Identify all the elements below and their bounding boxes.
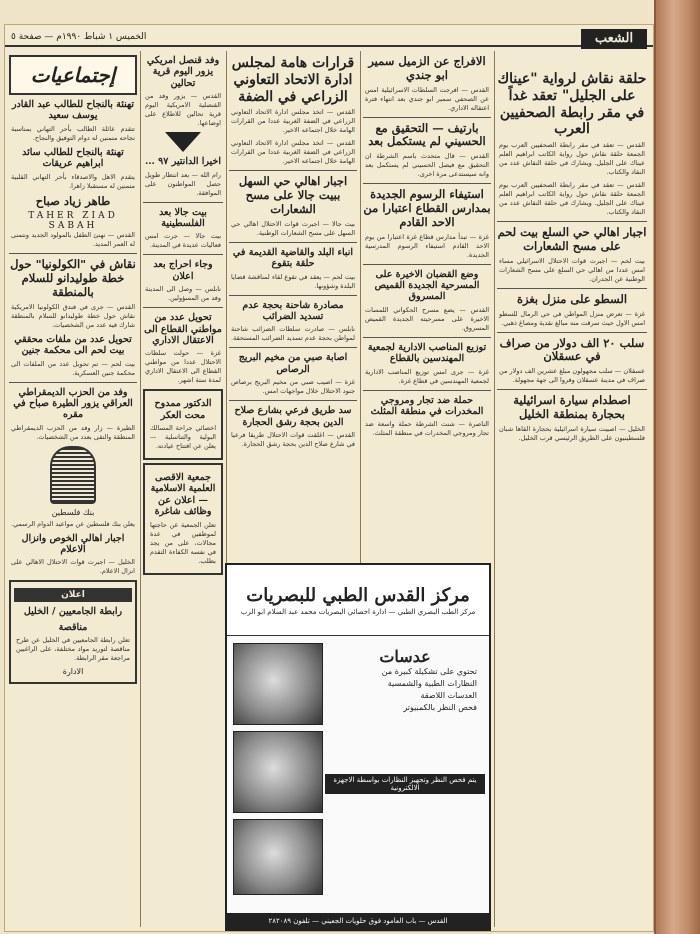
- ad-strip: يتم فحص النظر وتجهيز النظارات بواسطة الاجهزة الالكترونية: [325, 774, 485, 794]
- ad-line: العدسات اللاصقة: [420, 691, 477, 700]
- article-body: القدس — اتخذ مجلس ادارة الاتحاد التعاوني الزراعي في الضفة الغربية عددا من القرارات الهامة خلال اجتماعه الاخير.: [231, 108, 355, 135]
- headline: اصطدام سيارة اسرائيلية بحجارة بمنطقة الخليل: [513, 393, 631, 421]
- divider: [363, 390, 491, 391]
- ad-title: مركز القدس الطبي للبصريات: [246, 584, 470, 606]
- date-line: الخميس ١ شباط ١٩٩٠م — صفحة ٥: [11, 32, 147, 42]
- arrow-down-icon: [165, 132, 201, 152]
- divider: [229, 242, 357, 243]
- doctor-ad: [143, 389, 223, 460]
- article-body: القدس — اتخذ مجلس ادارة الاتحاد التعاوني الزراعي في الضفة الغربية عددا من القرارات الهامة خلال اجتماعه الاخير.: [231, 139, 355, 166]
- headline: سد طريق فرعي بشارع صلاح الدين بحجة رشق الحجارة: [234, 405, 352, 428]
- headline: وفد من الحزب الديمقراطي العراقي يزور الطيرة صباح في مقره: [13, 386, 133, 421]
- article-body: القدس — جرى في فندق الكولونيا الامريكية نقاش حول خطة طوليدانو للسلام بالمنطقة شارك فيه عدد من الشخصيات.: [11, 302, 135, 329]
- headline: اجبار اهالي حي السهل ببيت جالا على مسح الشعارات: [238, 174, 348, 216]
- headline: تهنئة بالنجاح للطالب عبد القادر يوسف سعيد: [11, 99, 135, 122]
- headline: مصادرة شاحنة بحجة عدم تسديد الضرائب: [242, 299, 344, 322]
- article-body: الخليل — اصيبت سيارة اسرائيلية بحجارة القاها شبان فلسطينيون على الطريق الرئيسي قرب الخليل.: [499, 424, 645, 442]
- divider: [9, 253, 137, 254]
- article-body: نابلس — صادرت سلطات الضرائب شاحنة لمواطن بحجة عدم تسديد الضرائب المستحقة.: [231, 325, 355, 343]
- article-body: يتقدم الاهل والاصدقاء بأحر التهاني القلبية متمنين له مستقبلا زاهرا.: [11, 172, 135, 190]
- newspaper-page: [4, 24, 654, 932]
- divider: [9, 382, 137, 383]
- headline: الافراج عن الزميل سمير ابو جندي: [368, 54, 486, 82]
- headline: تحويل عدد من مواطني القطاع الى الاعتقال الاداري: [144, 312, 222, 346]
- article-body: القدس — اغلقت قوات الاحتلال طريقا فرعيا في شارع صلاح الدين بحجة رشق الحجارة.: [231, 430, 355, 448]
- article-body: غزة — تعرض منزل المواطن في حي الرمال للسطو امس الاول حيث سرقت منه مبالغ نقدية ومصاغ ذهبي.: [499, 309, 645, 327]
- headline-cooperative: قرارات هامة لمجلس ادارة الاتحاد التعاوني الزراعي في الضفة: [231, 55, 355, 105]
- doctor-ad-text: اخصائي جراحة المسالك البولية والتناسلية — يعلن عن افتتاح عيادته.: [150, 424, 216, 451]
- article-body: الخليل — اجبرت قوات الاحتلال الاهالي على انزال الاعلام.: [11, 558, 135, 576]
- column-rule: [494, 51, 495, 927]
- column-4: [143, 51, 223, 927]
- article-body: تتقدم عائلة الطالب بأحر التهاني بمناسبة نجاحه متمنين له دوام التوفيق والنجاح.: [11, 124, 135, 142]
- notice-body: تعلن رابطة الجامعيين في الخليل عن طرح مناقصة لتوريد مواد مختلفة، على الراغبين مراجعة مقر الرابطة.: [16, 636, 130, 663]
- article-body: بيت جالا — اجبرت قوات الاحتلال اهالي حي السهل على مسح الشعارات الوطنية.: [231, 219, 355, 237]
- divider: [497, 332, 647, 333]
- notice-title: اعلان: [14, 588, 132, 602]
- article-body: الطيرة — زار وفد من الحزب الديمقراطي المنطقة والتقى بعدد من الشخصيات.: [11, 423, 135, 441]
- book-binding: [654, 0, 700, 934]
- headline: تهنئة بالنجاح للطالب سائد ابراهيم عريقات: [22, 146, 124, 170]
- eye-photo: [233, 643, 323, 725]
- article-body: القدس — نهنئ الطفل بالمولود الجديد ونتمنى له العمر المديد.: [11, 231, 135, 249]
- divider: [497, 389, 647, 390]
- jobs-ad: [143, 463, 223, 575]
- ad-line: النظارات الطبية والشمسية: [387, 679, 477, 688]
- ad-line: تحتوي على تشكيلة كبيرة من: [381, 667, 477, 676]
- article-body: غزة — حولت سلطات الاحتلال عددا من مواطني القطاع الى الاعتقال الاداري لمدة ستة اشهر.: [145, 349, 221, 385]
- social-section-title: إجتماعيات: [9, 55, 137, 95]
- ad-header: [227, 565, 489, 636]
- divider: [229, 170, 357, 171]
- headline: السطو على منزل بغزة: [516, 291, 628, 306]
- article-body: القدس — يضع مسرح الحكواتي اللمسات الاخيرة على مسرحيته الجديدة القميص المسروق.: [365, 305, 489, 332]
- ad-line: فحص النظر بالكمبيوتر: [403, 703, 477, 712]
- column-1: [497, 51, 647, 927]
- divider: [497, 221, 647, 222]
- tender-notice: [9, 580, 137, 684]
- divider: [363, 117, 491, 118]
- headline: بارتيف — التحقيق مع الحسيني لم يستكمل بعد: [368, 120, 486, 149]
- divider: [229, 400, 357, 401]
- article-body: رام الله — بعد انتظار طويل حصل المواطنون على الموافقة.: [145, 170, 221, 197]
- column-rule: [140, 51, 141, 927]
- eye-photo: [233, 731, 323, 813]
- notice-kind: مناقصة: [58, 621, 88, 633]
- ad-lenses-title: عدسات: [379, 647, 431, 666]
- optics-advertisement: [225, 563, 491, 931]
- masthead-logo: الشعب: [581, 29, 647, 49]
- article-body: غزة — تبدأ مدارس قطاع غزة اعتبارا من يوم الاحد القادم استيفاء الرسوم المدرسية الجديدة.: [365, 232, 489, 259]
- ad-footer: القدس — باب العامود فوق حلويات الجعيني — تلفون ٢٨٢٠٨٩: [227, 913, 489, 929]
- headline: اصابة صبي من مخيم البريج الرصاص: [238, 352, 348, 375]
- name-latin: TAHER ZIAD SABAH: [28, 211, 118, 232]
- column-5: [9, 51, 137, 927]
- divider: [497, 288, 647, 289]
- article-body: القدس — افرجت السلطات الاسرائيلية امس عن الصحفي سمير ابو جندي بعد انتهاء فترة اعتقاله الاداري.: [365, 85, 489, 112]
- bank-seal-icon: [50, 446, 96, 504]
- ad-subtitle: مركز الطب البصري الطبي — ادارة اخصائي البصريات محمد عبد السلام ابو الرب: [240, 607, 476, 616]
- divider: [363, 264, 491, 265]
- headline: توزيع المناصب الادارية لجمعية المهندسين بالقطاع: [367, 341, 487, 365]
- headline-novel-discussion: حلقة نقاش لرواية "عيناك على الجليل" تعقد غداً في مقر رابطة الصحفيين العرب: [497, 71, 647, 138]
- seal-caption: بنك فلسطين: [51, 507, 95, 517]
- article-body: غزة — جرى امس توزيع المناصب الادارية لجمعية المهندسين في قطاع غزة.: [365, 367, 489, 385]
- divider: [363, 183, 491, 184]
- notice-subtitle: رابطة الجامعيين / الخليل: [23, 606, 123, 618]
- divider: [229, 295, 357, 296]
- woman-photo: [233, 819, 323, 895]
- headline: اخيرا الدانتير ٩٧ ...: [144, 156, 222, 168]
- headline: وضع القضبان الاخيرة على المسرحية الجديدة القميص المسروق: [374, 268, 480, 303]
- doctor-name: الدكتور ممدوح محت العكر: [154, 398, 212, 421]
- headline: انباء البلد والقاضية القديمة في حلقة بتقوع: [232, 246, 354, 270]
- headline: وفد قنصل امريكي يزور اليوم قرية تحالين: [146, 55, 220, 89]
- article-body: القدس — تعقد في مقر رابطة الصحفيين العرب يوم الجمعة حلقة نقاش حول رواية الكاتب ابراهيم العلم عيناك على الجليل. ويشارك في حلقة النقاش عدد من النقاد والكتاب.: [499, 181, 645, 217]
- headline: اجبار اهالي حي السلع بيت لحم على مسح الشعارات: [497, 225, 647, 253]
- column-3: [229, 51, 357, 563]
- article-body: بيت لحم — تم تحويل عدد من الملفات الى محكمة جنين العسكرية.: [11, 359, 135, 377]
- name-arabic: طاهر زياد صباح: [35, 193, 111, 208]
- article-body: القدس — تعقد في مقر رابطة الصحفيين العرب يوم الجمعة حلقة نقاش حول رواية الكاتب ابراهيم العلم عيناك على الجليل. ويشارك في حلقة النقاش عدد من النقاد والكتاب.: [499, 141, 645, 177]
- ad-body: [325, 647, 485, 794]
- jobs-headline: جمعية الاقصى العلمية الاسلامية — اعلان عن وظائف شاغرة: [150, 472, 216, 518]
- article-body: غزة — اصيب صبي من مخيم البريج برصاص جنود الاحتلال خلال مواجهات امس.: [231, 378, 355, 396]
- article-body: القدس — يزور وفد من القنصلية الامريكية اليوم قرية تحالين للاطلاع على اوضاعها.: [145, 92, 221, 128]
- header-strip: [5, 29, 653, 47]
- divider: [143, 202, 223, 203]
- headline: استيفاء الرسوم الجديدة بمدارس القطاع اعتبارا من الاحد القادم: [363, 187, 491, 229]
- headline-colony-discussion: نقاش في "الكولونيا" حول خطة طوليدانو للسلام بالمنطقة: [10, 257, 136, 299]
- article-body: بيت لحم — اجبرت قوات الاحتلال الاسرائيلي مساء امس عددا من اهالي حي السلع على مسح الشعارات الوطنية عن الجدران.: [499, 256, 645, 283]
- article-body: يعلن بنك فلسطين عن مواعيد الدوام الرسمي.: [11, 519, 135, 528]
- headline: حملة ضد تجار ومروجي المخدرات في منطقة المثلث: [370, 394, 484, 417]
- headline: اجبار اهالي الخوص وانزال الاعلام: [21, 532, 125, 556]
- divider: [363, 337, 491, 338]
- headline: سلب ٢٠ الف دولار من صراف في عسقلان: [499, 335, 645, 364]
- article-body: القدس — قال متحدث باسم الشرطة ان التحقيق مع فيصل الحسيني لم يستكمل بعد وانه سيستدعى مرة اخرى.: [365, 152, 489, 179]
- article-body: الناصرة — شنت الشرطة حملة واسعة ضد تجار ومروجي المخدرات في منطقة المثلث.: [365, 420, 489, 438]
- article-body: عسقلان — سلب مجهولون مبلغ عشرين الف دولار من صراف في مدينة عسقلان وفروا الى جهة مجهولة.: [499, 367, 645, 385]
- divider: [229, 347, 357, 348]
- article-body: بيت لحم — يعقد في تقوع لقاء لمناقشة قضايا البلدة وشؤونها.: [231, 272, 355, 290]
- article-body: نابلس — وصل الى المدينة وفد من المسؤولين.: [145, 285, 221, 303]
- headline: وجاء احراج بعد اعلان: [153, 259, 213, 282]
- headline: بيت جالا بعد الفلسطينية: [159, 206, 207, 229]
- divider: [143, 254, 223, 255]
- jobs-text: تعلن الجمعية عن حاجتها لموظفين في عدة مجالات، على من يجد في نفسه الكفاءة التقدم بطلب.: [150, 520, 216, 565]
- headline: تحويل عدد من ملفات محققي بيت لحم الى محكمة جنين: [14, 333, 132, 357]
- divider: [143, 307, 223, 308]
- notice-footer: الادارة: [62, 667, 84, 677]
- column-2: [363, 51, 491, 563]
- article-body: بيت جالا — جرت امس فعاليات عديدة في المدينة.: [145, 232, 221, 250]
